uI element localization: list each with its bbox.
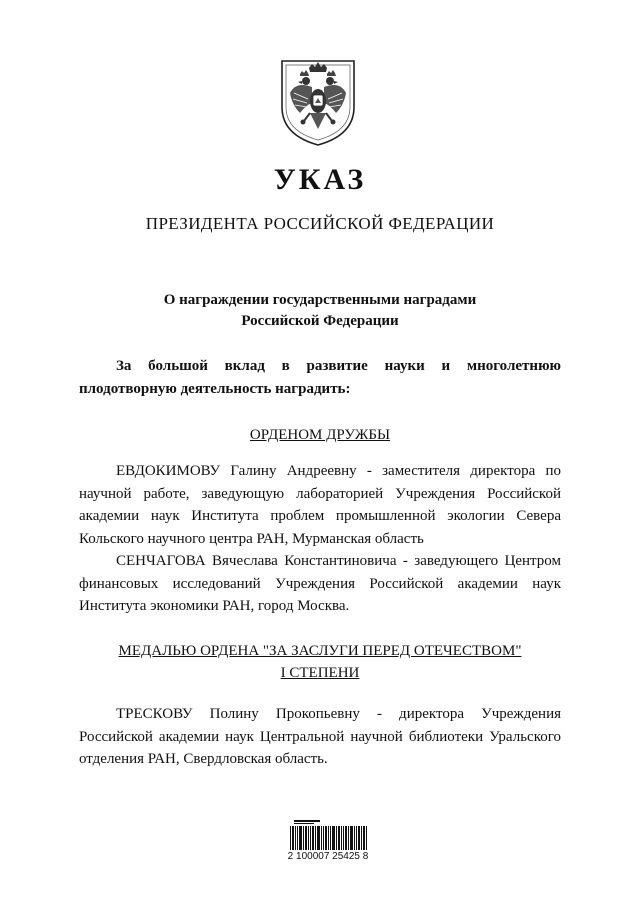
barcode-number: 2 100007 25425 8 xyxy=(287,851,369,862)
subject-line: О награждении государственными наградами xyxy=(163,292,477,308)
decree-title: УКАЗ xyxy=(273,163,367,196)
award-heading-line: МЕДАЛЬЮ ОРДЕНА "ЗА ЗАСЛУГИ ПЕРЕД ОТЕЧЕСТВОМ" xyxy=(118,643,522,659)
barcode-icon xyxy=(290,820,368,850)
recipient-paragraph: ЕВДОКИМОВУ Галину Андреевну - заместителя директора по научной работе, заведующую лабораторией Учреждения Российской академии наук Института проблем промышленной экологии Севера Кольского научного центра РАН, Мурманская область xyxy=(79,463,561,547)
decree-subject xyxy=(100,290,540,332)
coat-of-arms-icon xyxy=(276,55,360,147)
recipient-paragraph: СЕНЧАГОВА Вячеслава Константиновича - заведующего Центром финансовых исследований Учреждения Российской академии наук Института экономики РАН, город Москва. xyxy=(79,553,561,614)
award-heading xyxy=(79,640,561,684)
award-heading-line: I СТЕПЕНИ xyxy=(280,665,360,681)
decree-preamble: За большой вклад в развитие науки и многолетнюю плодотворную деятельность наградить: xyxy=(79,358,561,397)
recipient-paragraph: ТРЕСКОВУ Полину Прокопьевну - директора Учреждения Российской академии наук Центральной научной библиотеки Уральского отделения РАН, Свердловская область. xyxy=(79,706,561,767)
subject-line: Российской Федерации xyxy=(241,313,399,329)
decree-issuer: ПРЕЗИДЕНТА РОССИЙСКОЙ ФЕДЕРАЦИИ xyxy=(145,214,495,233)
award-heading: ОРДЕНОМ ДРУЖБЫ xyxy=(249,427,391,443)
